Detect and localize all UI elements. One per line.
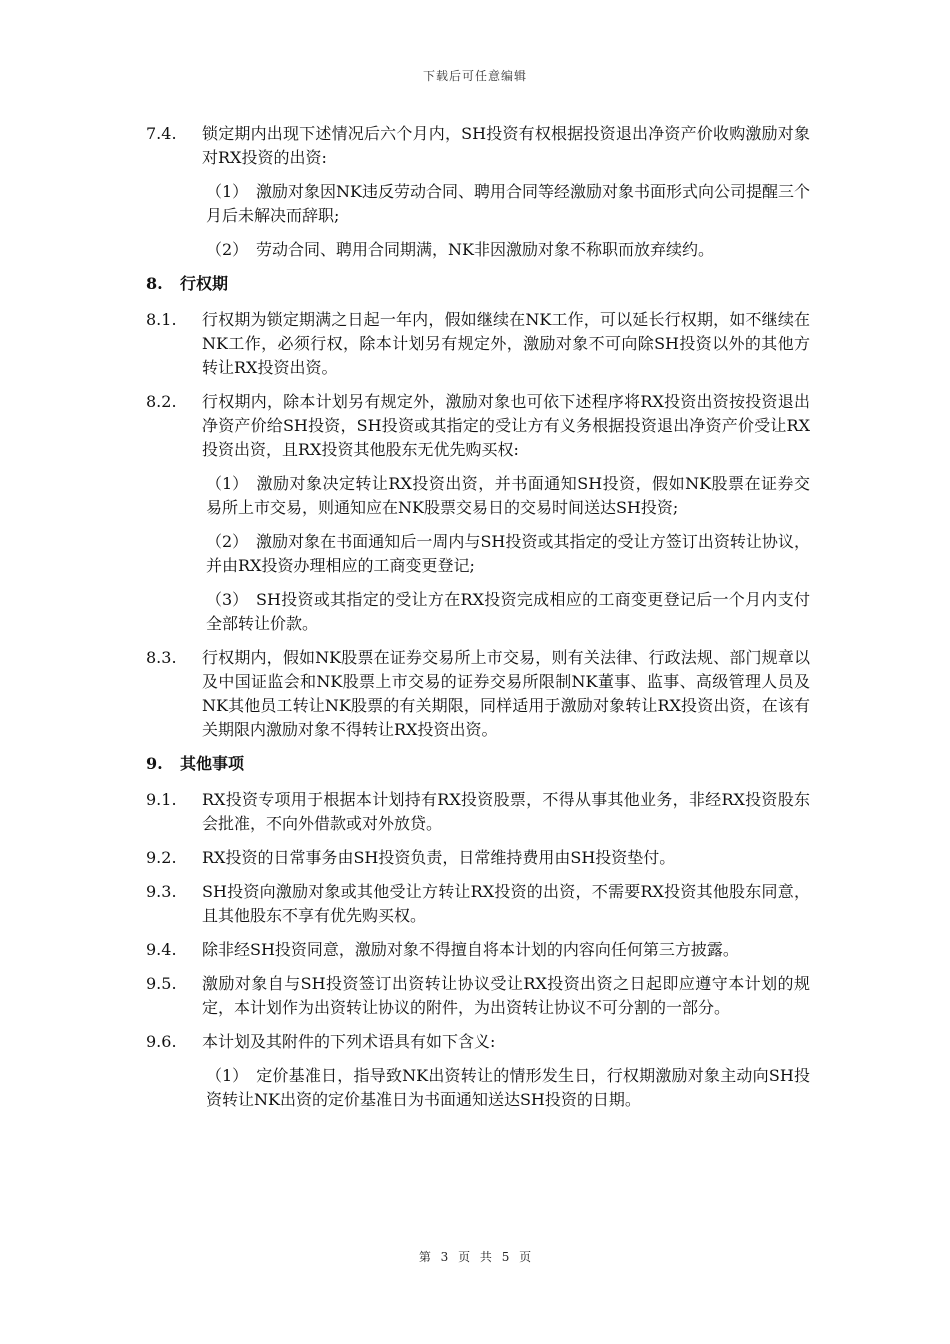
item-text: 劳动合同、聘用合同期满，NK非因激励对象不称职而放弃续约。 bbox=[256, 240, 714, 259]
clause-8-2 bbox=[146, 390, 810, 462]
list-item bbox=[206, 530, 810, 578]
item-text: SH投资或其指定的受让方在RX投资完成相应的工商变更登记后一个月内支付全部转让价款。 bbox=[206, 590, 810, 633]
clause-number: 9.5. bbox=[146, 974, 177, 993]
clause-9-3 bbox=[146, 880, 810, 928]
page-number-footer: 第 3 页 共 5 页 bbox=[418, 1250, 532, 1264]
item-marker: （1） bbox=[206, 1066, 249, 1085]
clause-text: RX投资专项用于根据本计划持有RX投资股票，不得从事其他业务，非经RX投资股东会批准，不向外借款或对外放贷。 bbox=[202, 790, 810, 833]
clause-text: 激励对象自与SH投资签订出资转让协议受让RX投资出资之日起即应遵守本计划的规定，本计划作为出资转让协议的附件，为出资转让协议不可分割的一部分。 bbox=[202, 974, 810, 1017]
section-title: 其他事项 bbox=[180, 754, 245, 773]
clause-number: 9.3. bbox=[146, 882, 177, 901]
clause-text: 除非经SH投资同意，激励对象不得擅自将本计划的内容向任何第三方披露。 bbox=[202, 940, 739, 959]
document-body bbox=[146, 122, 810, 1122]
clause-9-2 bbox=[146, 846, 810, 870]
clause-number: 9.4. bbox=[146, 940, 177, 959]
section-title: 行权期 bbox=[180, 274, 229, 293]
item-text: 激励对象因NK违反劳动合同、聘用合同等经激励对象书面形式向公司提醒三个月后未解决而辞职; bbox=[206, 182, 810, 225]
clause-9-6 bbox=[146, 1030, 810, 1054]
clause-9-4 bbox=[146, 938, 810, 962]
clause-number: 9.2. bbox=[146, 848, 177, 867]
item-text: 激励对象决定转让RX投资出资，并书面通知SH投资，假如NK股票在证券交易所上市交易，则通知应在NK股票交易日的交易时间送达SH投资; bbox=[206, 474, 810, 517]
item-marker: （1） bbox=[206, 182, 249, 201]
clause-text: 行权期内，假如NK股票在证券交易所上市交易，则有关法律、行政法规、部门规章以及中国证监会和NK股票上市交易的证券交易所限制NK董事、监事、高级管理人员及NK其他员工转让NK股票的有关期限，同样适用于激励对象转让RX投资出资，在该有关期限内激励对象不得转让RX投资出资。 bbox=[202, 648, 810, 739]
clause-9-1 bbox=[146, 788, 810, 836]
list-item bbox=[206, 588, 810, 636]
item-marker: （1） bbox=[206, 474, 249, 493]
clause-text: 锁定期内出现下述情况后六个月内，SH投资有权根据投资退出净资产价收购激励对象对RX投资的出资: bbox=[202, 124, 810, 167]
list-item bbox=[206, 238, 810, 262]
clause-number: 9.6. bbox=[146, 1032, 177, 1051]
clause-8-3 bbox=[146, 646, 810, 742]
clause-text: 行权期内，除本计划另有规定外，激励对象也可依下述程序将RX投资出资按投资退出净资产价给SH投资，SH投资或其指定的受让方有义务根据投资退出净资产价受让RX投资出资，且RX投资其他股东无优先购买权: bbox=[202, 392, 810, 459]
list-item bbox=[206, 180, 810, 228]
section-number: 8. bbox=[146, 274, 163, 293]
item-marker: （2） bbox=[206, 240, 249, 259]
section-number: 9. bbox=[146, 754, 163, 773]
page-header: 下载后可任意编辑 bbox=[422, 69, 527, 83]
section-heading-9 bbox=[146, 752, 810, 776]
section-heading-8 bbox=[146, 272, 810, 296]
list-item bbox=[206, 472, 810, 520]
clause-8-1 bbox=[146, 308, 810, 380]
clause-9-5 bbox=[146, 972, 810, 1020]
clause-text: SH投资向激励对象或其他受让方转让RX投资的出资，不需要RX投资其他股东同意，且其他股东不享有优先购买权。 bbox=[202, 882, 810, 925]
clause-number: 8.3. bbox=[146, 648, 177, 667]
clause-7-4 bbox=[146, 122, 810, 170]
item-text: 激励对象在书面通知后一周内与SH投资或其指定的受让方签订出资转让协议，并由RX投资办理相应的工商变更登记; bbox=[206, 532, 810, 575]
clause-number: 8.1. bbox=[146, 310, 177, 329]
clause-text: RX投资的日常事务由SH投资负责，日常维持费用由SH投资垫付。 bbox=[202, 848, 676, 867]
clause-number: 8.2. bbox=[146, 392, 177, 411]
list-item bbox=[206, 1064, 810, 1112]
clause-number: 7.4. bbox=[146, 124, 177, 143]
clause-number: 9.1. bbox=[146, 790, 177, 809]
item-marker: （3） bbox=[206, 590, 249, 609]
item-text: 定价基准日，指导致NK出资转让的情形发生日，行权期激励对象主动向SH投资转让NK出资的定价基准日为书面通知送达SH投资的日期。 bbox=[206, 1066, 810, 1109]
clause-text: 行权期为锁定期满之日起一年内，假如继续在NK工作，可以延长行权期，如不继续在NK工作，必须行权，除本计划另有规定外，激励对象不可向除SH投资以外的其他方转让RX投资出资。 bbox=[202, 310, 810, 377]
clause-text: 本计划及其附件的下列术语具有如下含义: bbox=[202, 1032, 496, 1051]
item-marker: （2） bbox=[206, 532, 249, 551]
